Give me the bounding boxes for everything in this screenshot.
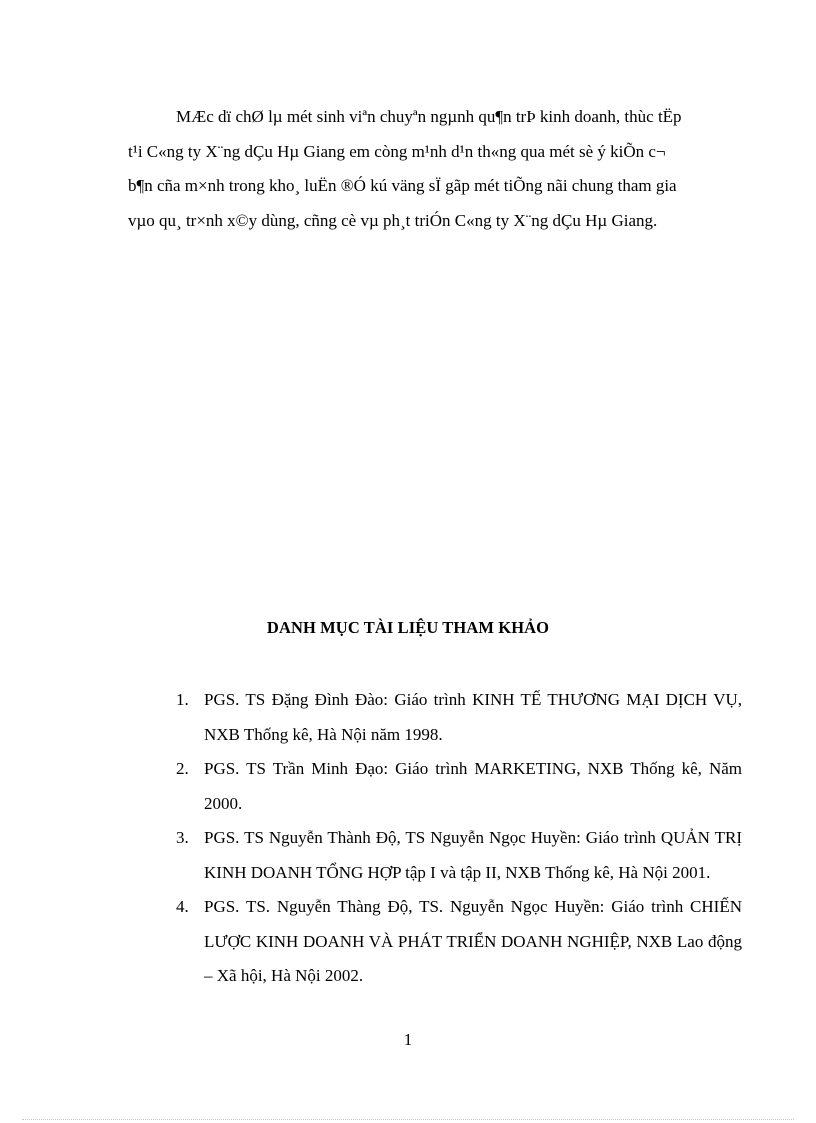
paragraph-line: t¹i C«ng ty X¨ng dÇu Hµ Giang em còng m¹nh d¹n th«ng qua mét sè ý kiÕn c¬ <box>128 141 666 161</box>
reference-text: PGS. TS. Nguyễn Thàng Độ, TS. Nguyễn Ngọc Huyền: Giáo trình CHIẾN LƯỢC KINH DOANH VÀ PHÁT TRIỂN DOANH NGHIỆP, NXB Lao động – Xã hội, Hà Nội 2002. <box>204 897 742 985</box>
reference-item <box>176 683 742 752</box>
reference-item <box>176 890 742 994</box>
references-heading: DANH MỤC TÀI LIỆU THAM KHẢO <box>266 618 550 637</box>
paragraph-line: vµo qu¸ tr×nh x©y dùng, cñng cè vµ ph¸t triÓn C«ng ty X¨ng dÇu Hµ Giang. <box>128 210 658 230</box>
body-paragraph <box>128 100 740 238</box>
reference-text: PGS. TS Nguyễn Thành Độ, TS Nguyễn Ngọc Huyền: Giáo trình QUẢN TRỊ KINH DOANH TỔNG HỢP tập I và tập II, NXB Thống kê, Hà Nội 2001. <box>204 828 742 882</box>
paragraph-line: b¶n cña m×nh trong kho¸ luËn ®Ó kú väng sÏ gãp mét tiÕng nãi chung tham gia <box>128 176 677 195</box>
reference-number: 3. <box>176 828 189 847</box>
reference-text: PGS. TS Đặng Đình Đào: Giáo trình KINH TẾ THƯƠNG MẠI DỊCH VỤ, NXB Thống kê, Hà Nội năm 1998. <box>204 690 742 744</box>
reference-number: 1. <box>176 690 189 709</box>
reference-text: PGS. TS Trần Minh Đạo: Giáo trình MARKETING, NXB Thống kê, Năm 2000. <box>204 759 742 813</box>
reference-number: 2. <box>176 759 189 778</box>
paragraph-line: MÆc dï chØ lµ mét sinh viªn chuyªn ngµnh qu¶n trÞ kinh doanh, thùc tËp <box>176 107 682 126</box>
page-bottom-divider <box>22 1119 794 1120</box>
reference-item <box>176 821 742 890</box>
reference-number: 4. <box>176 897 189 916</box>
references-list <box>176 683 742 994</box>
reference-item <box>176 752 742 821</box>
page-number: 1 <box>403 1030 413 1049</box>
